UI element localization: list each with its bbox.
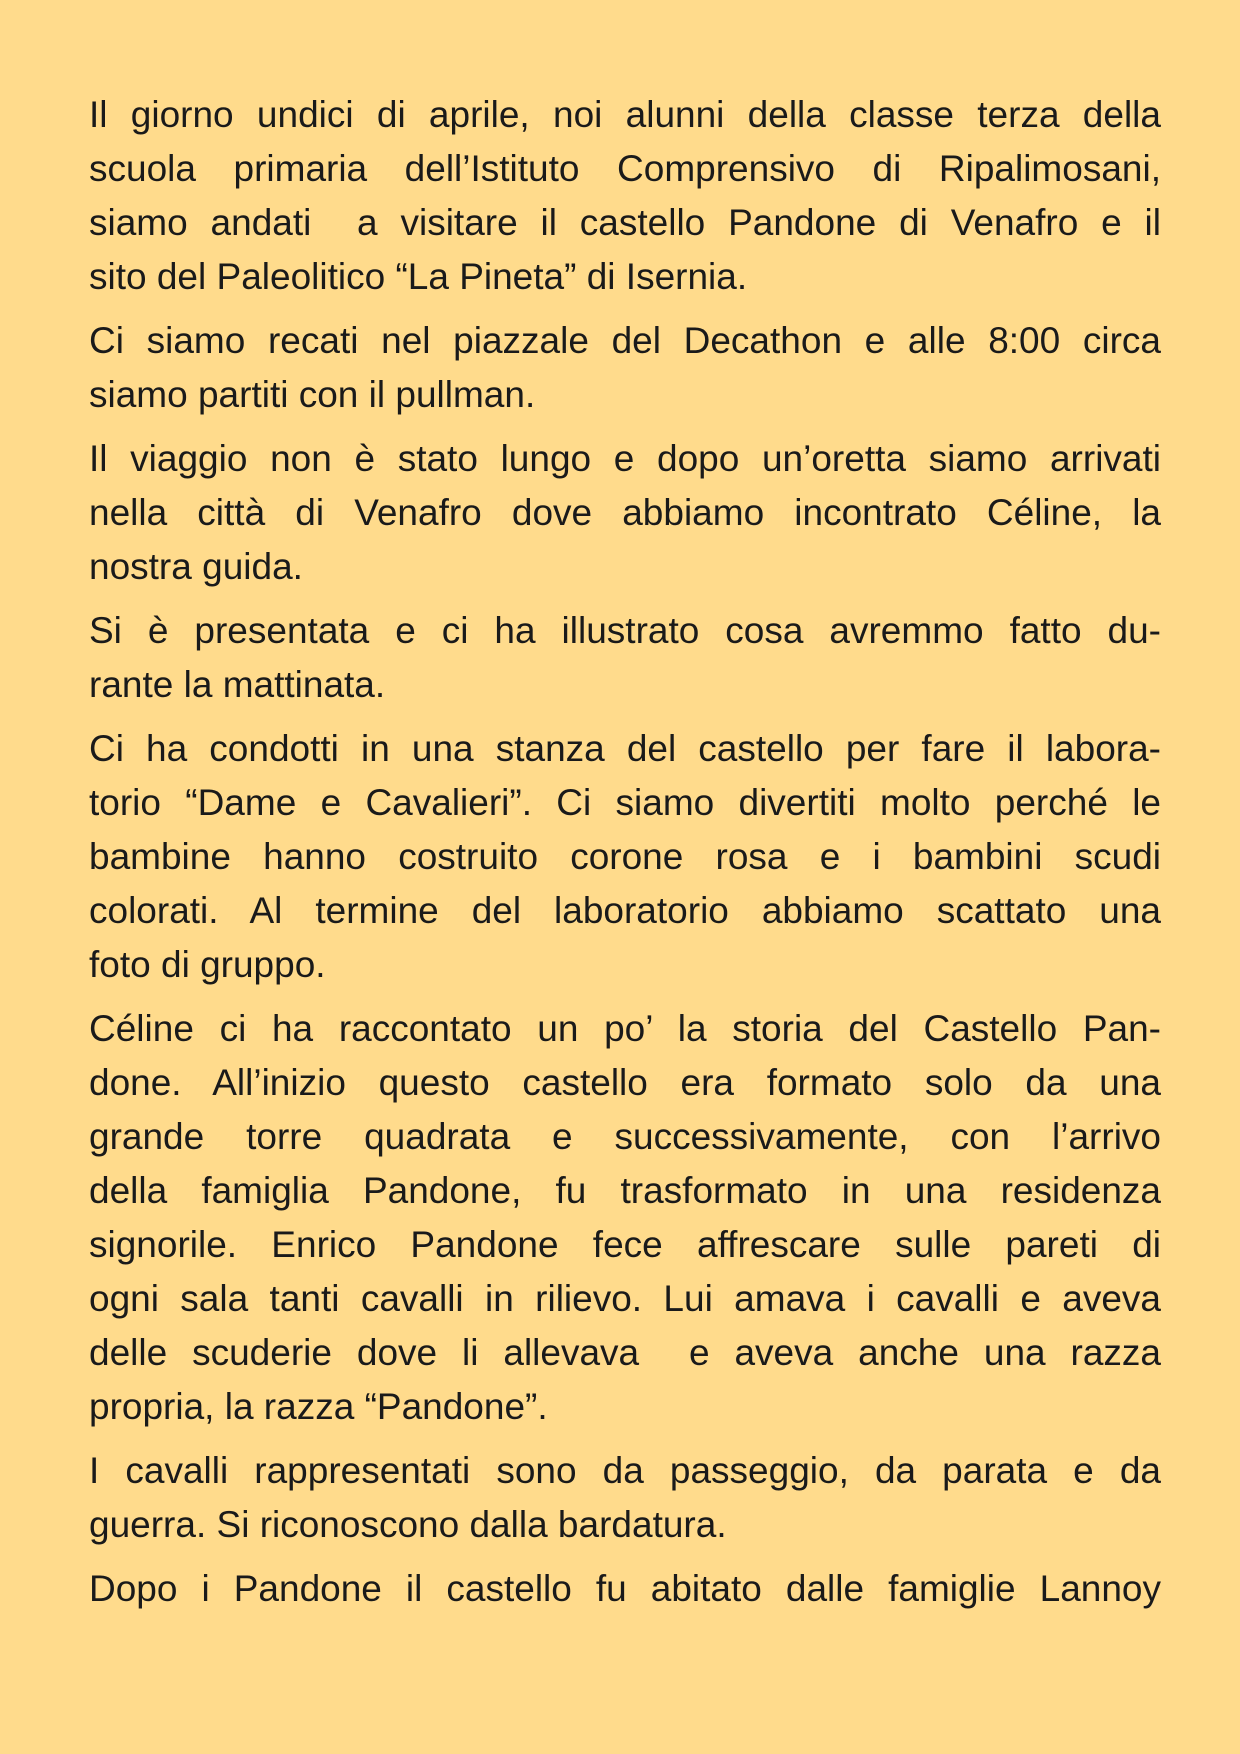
text-line: Si è presentata e ci ha illustrato cosa avremmo fatto du-: [89, 610, 1161, 651]
text-line: done. All’inizio questo castello era formato solo da una: [89, 1062, 1161, 1103]
text-line: foto di gruppo.: [89, 944, 326, 985]
paragraph-2: [89, 314, 1161, 422]
text-line: scuola primaria dell’Istituto Comprensivo di Ripalimosani,: [89, 148, 1161, 189]
text-line: colorati. Al termine del laboratorio abbiamo scattato una: [89, 890, 1161, 931]
text-line: bambine hanno costruito corone rosa e i bambini scudi: [89, 836, 1161, 877]
text-line: Il viaggio non è stato lungo e dopo un’oretta siamo arrivati: [89, 438, 1161, 479]
text-line: Ci ha condotti in una stanza del castello per fare il labora-: [89, 728, 1161, 769]
body-text: [89, 88, 1161, 1616]
text-line: nella città di Venafro dove abbiamo incontrato Céline, la: [89, 492, 1161, 533]
text-line: Dopo i Pandone il castello fu abitato dalle famiglie Lannoy: [89, 1568, 1161, 1609]
text-line: siamo andati a visitare il castello Pandone di Venafro e il: [89, 202, 1161, 243]
text-line: nostra guida.: [89, 546, 303, 587]
text-line: della famiglia Pandone, fu trasformato in una residenza: [89, 1170, 1161, 1211]
text-line: torio “Dame e Cavalieri”. Ci siamo divertiti molto perché le: [89, 782, 1161, 823]
paragraph-1: [89, 88, 1161, 304]
paragraph-4: [89, 604, 1161, 712]
text-line: sito del Paleolitico “La Pineta” di Isernia.: [89, 256, 748, 297]
text-line: grande torre quadrata e successivamente, con l’arrivo: [89, 1116, 1161, 1157]
text-line: signorile. Enrico Pandone fece affrescare sulle pareti di: [89, 1224, 1161, 1265]
text-line: rante la mattinata.: [89, 664, 386, 705]
text-line: Ci siamo recati nel piazzale del Decathon e alle 8:00 circa: [89, 320, 1161, 361]
paragraph-5: [89, 722, 1161, 992]
paragraph-3: [89, 432, 1161, 594]
text-line: delle scuderie dove li allevava e aveva anche una razza: [89, 1332, 1161, 1373]
text-line: guerra. Si riconoscono dalla bardatura.: [89, 1504, 727, 1545]
paragraph-6: [89, 1002, 1161, 1434]
paragraph-8: [89, 1562, 1161, 1616]
text-line: Il giorno undici di aprile, noi alunni della classe terza della: [89, 94, 1161, 135]
text-line: ogni sala tanti cavalli in rilievo. Lui amava i cavalli e aveva: [89, 1278, 1161, 1319]
text-line: I cavalli rappresentati sono da passeggio, da parata e da: [89, 1450, 1161, 1491]
text-line: propria, la razza “Pandone”.: [89, 1386, 548, 1427]
paragraph-7: [89, 1444, 1161, 1552]
text-line: Céline ci ha raccontato un po’ la storia del Castello Pan-: [89, 1008, 1161, 1049]
text-line: siamo partiti con il pullman.: [89, 374, 536, 415]
